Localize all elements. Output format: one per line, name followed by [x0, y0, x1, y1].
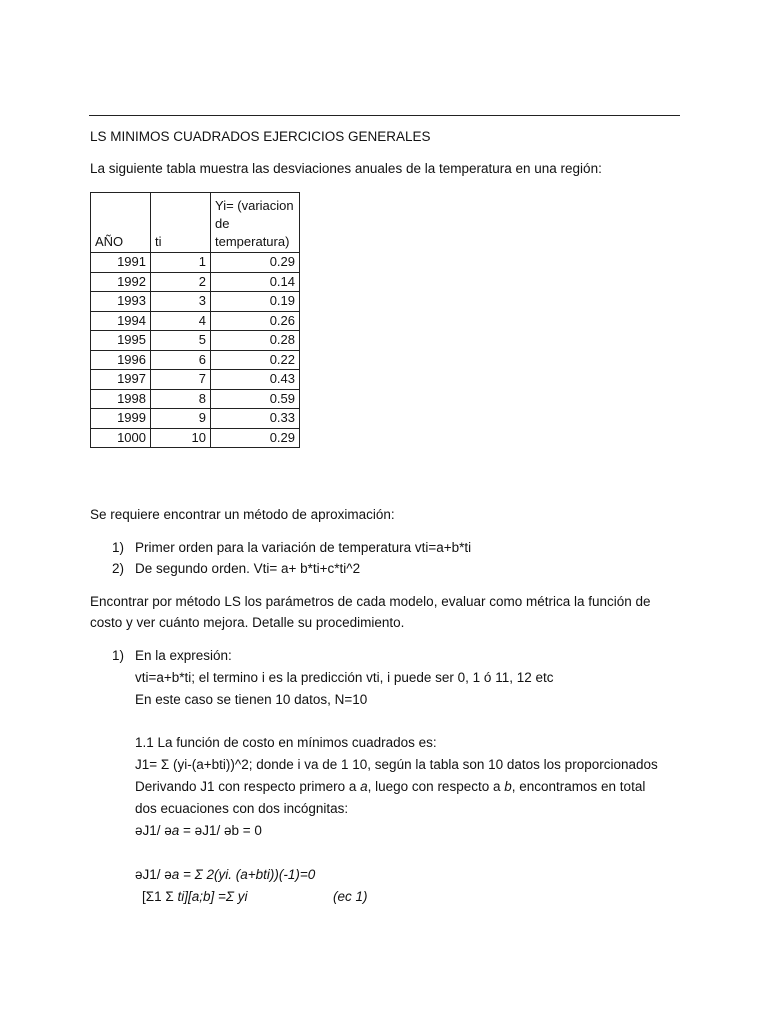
header-year: AÑO — [91, 193, 151, 253]
matrix-text: [Σ1 Σ — [142, 889, 178, 904]
list-item-number: 1) — [112, 540, 125, 555]
instruction-line-2: costo y ver cuánto mejora. Detalle su procedimiento. — [90, 615, 405, 630]
yi-cell: 0.33 — [211, 409, 300, 429]
table-row — [91, 370, 300, 390]
list-item-text: De segundo orden. Vti= a+ b*ti+c*ti^2 — [135, 561, 361, 576]
year-cell: 1993 — [91, 292, 151, 312]
table-row — [91, 272, 300, 292]
ti-cell: 2 — [151, 272, 211, 292]
yi-cell: 0.22 — [211, 350, 300, 370]
partial-derivative-text: əJ1/ ə — [135, 823, 172, 838]
step-line-1: vti=a+b*ti; el termino i es la predicción vti, i puede ser 0, 1 ó 11, 12 etc — [135, 670, 554, 685]
table-row — [91, 428, 300, 448]
variable-a: a — [171, 867, 180, 882]
subsection-title: 1.1 La función de costo en mínimos cuadrados es: — [135, 735, 437, 750]
table-row — [91, 253, 300, 273]
year-cell: 1991 — [91, 253, 151, 273]
year-cell: 1999 — [91, 409, 151, 429]
table-row — [91, 389, 300, 409]
ti-cell: 7 — [151, 370, 211, 390]
year-cell: 1992 — [91, 272, 151, 292]
list-item-text: Primer orden para la variación de temperatura vti=a+b*ti — [135, 540, 472, 555]
derivation-text: , encontramos en total — [511, 779, 646, 794]
equations-line: dos ecuaciones con dos incógnitas: — [135, 801, 349, 816]
partial-derivative-text: = əJ1/ əb = 0 — [179, 823, 262, 838]
equation-label: (ec 1) — [333, 889, 368, 904]
header-yi: Yi= (variacion de temperatura) — [211, 193, 300, 253]
table-row — [91, 311, 300, 331]
table-header-row — [91, 193, 300, 253]
temperature-table — [90, 192, 300, 448]
ti-cell: 4 — [151, 311, 211, 331]
document-title: LS MINIMOS CUADRADOS EJERCICIOS GENERALES — [90, 129, 431, 144]
table-row — [91, 331, 300, 351]
instruction-line-1: Encontrar por método LS los parámetros de cada modelo, evaluar como métrica la función de — [90, 594, 651, 609]
yi-cell: 0.28 — [211, 331, 300, 351]
equation-text: = Σ 2(yi. (a+bti))(-1)=0 — [179, 867, 316, 882]
variable-a: a — [171, 823, 180, 838]
year-cell: 1997 — [91, 370, 151, 390]
matrix-text-italic: ti][a;b] =Σ yi — [177, 889, 248, 904]
ti-cell: 5 — [151, 331, 211, 351]
partial-a-equation — [135, 867, 315, 882]
yi-cell: 0.14 — [211, 272, 300, 292]
ti-cell: 1 — [151, 253, 211, 273]
table-body — [91, 253, 300, 448]
derivation-text: , luego con respecto a — [367, 779, 505, 794]
table-row — [91, 292, 300, 312]
variable-b: b — [504, 779, 512, 794]
cost-function-line: J1= Σ (yi-(a+bti))^2; donde i va de 1 10, según la tabla son 10 datos los proporcionados — [135, 757, 658, 772]
variable-a: a — [360, 779, 368, 794]
ti-cell: 6 — [151, 350, 211, 370]
ti-cell: 9 — [151, 409, 211, 429]
derivation-line — [135, 779, 645, 794]
yi-cell: 0.29 — [211, 253, 300, 273]
table-row — [91, 409, 300, 429]
ti-cell: 8 — [151, 389, 211, 409]
step-title: En la expresión: — [135, 648, 232, 663]
requirement-text: Se requiere encontrar un método de aproximación: — [90, 507, 395, 522]
top-rule — [89, 115, 680, 116]
yi-cell: 0.43 — [211, 370, 300, 390]
year-cell: 1995 — [91, 331, 151, 351]
equation-text: əJ1/ ə — [135, 867, 172, 882]
header-ti: ti — [151, 193, 211, 253]
matrix-equation — [142, 889, 247, 904]
yi-cell: 0.19 — [211, 292, 300, 312]
ti-cell: 10 — [151, 428, 211, 448]
yi-cell: 0.26 — [211, 311, 300, 331]
year-cell: 1994 — [91, 311, 151, 331]
yi-cell: 0.29 — [211, 428, 300, 448]
step-line-2: En este caso se tienen 10 datos, N=10 — [135, 692, 368, 707]
year-cell: 1000 — [91, 428, 151, 448]
table-row — [91, 350, 300, 370]
intro-text: La siguiente tabla muestra las desviaciones anuales de la temperatura en una región: — [90, 161, 602, 176]
yi-cell: 0.59 — [211, 389, 300, 409]
ti-cell: 3 — [151, 292, 211, 312]
derivation-text: Derivando J1 con respecto primero a — [135, 779, 361, 794]
partial-derivatives-line — [135, 823, 262, 838]
year-cell: 1998 — [91, 389, 151, 409]
step-number: 1) — [112, 648, 125, 663]
year-cell: 1996 — [91, 350, 151, 370]
list-item-number: 2) — [112, 561, 125, 576]
